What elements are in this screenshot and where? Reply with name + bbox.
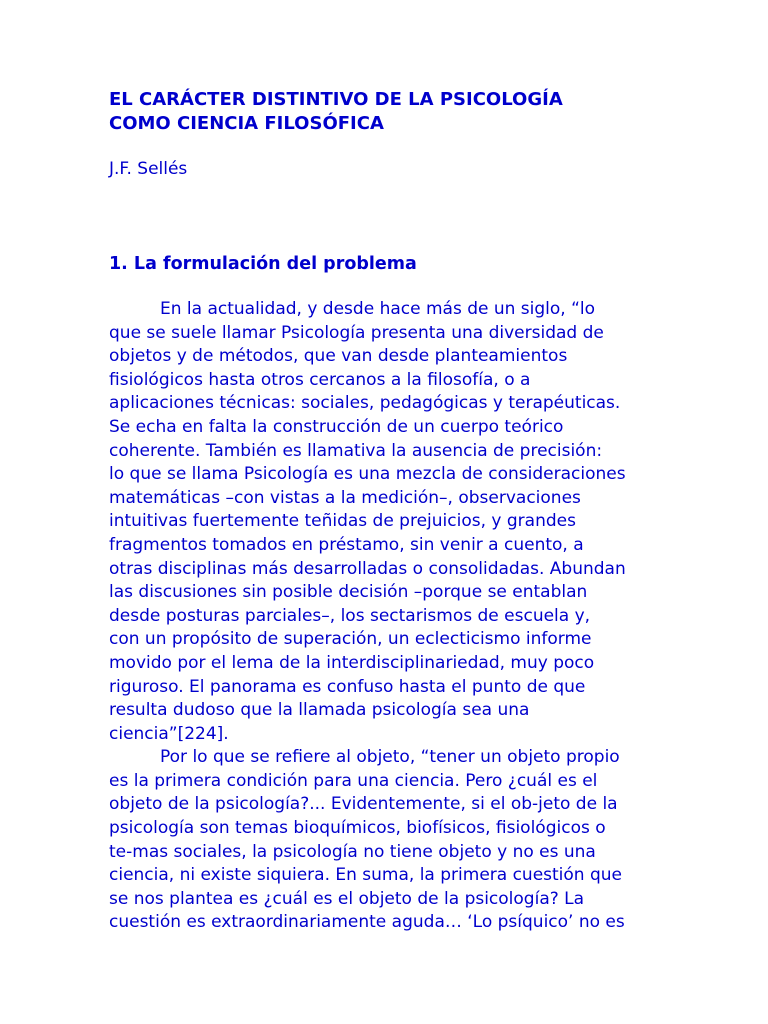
paragraph-line: matemáticas –con vistas a la medición–, observaciones	[109, 487, 581, 508]
body-text	[109, 298, 669, 935]
paragraph-line: En la actualidad, y desde hace más de un siglo, “lo	[160, 299, 596, 319]
paragraph-line: psicología son temas bioquímicos, biofísicos, fisiológicos o	[109, 818, 606, 839]
paragraph-line: desde posturas parciales–, los sectarismos de escuela y,	[109, 605, 591, 626]
document-title	[109, 88, 709, 136]
title-line: EL CARÁCTER DISTINTIVO DE LA PSICOLOGÍA	[109, 89, 563, 110]
paragraph-line: las discusiones sin posible decisión –porque se entablan	[109, 582, 588, 603]
paragraph-line: te-mas sociales, la psicología no tiene objeto y no es una	[109, 841, 596, 862]
paragraph-line: es la primera condición para una ciencia. Pero ¿cuál es el	[109, 770, 598, 791]
paragraph-line: se nos plantea es ¿cuál es el objeto de la psicología? La	[109, 888, 585, 909]
paragraph-line: intuitivas fuertemente teñidas de prejuicios, y grandes	[109, 511, 576, 532]
paragraph-line: que se suele llamar Psicología presenta una diversidad de	[109, 322, 604, 343]
title-line: COMO CIENCIA FILOSÓFICA	[109, 113, 384, 134]
author-name: J.F. Sellés	[109, 159, 188, 179]
paragraph-line: aplicaciones técnicas: sociales, pedagógicas y terapéuticas.	[109, 393, 621, 414]
paragraph-line: Se echa en falta la construcción de un cuerpo teórico	[109, 416, 564, 437]
paragraph-line: fisiológicos hasta otros cercanos a la filosofía, o a	[109, 369, 531, 390]
paragraph-line: con un propósito de superación, un eclecticismo informe	[109, 629, 592, 650]
paragraph-line: fragmentos tomados en préstamo, sin venir a cuento, a	[109, 534, 584, 555]
paragraph-line: objeto de la psicología?... Evidentemente, si el ob-jeto de la	[109, 794, 618, 815]
paragraph-line: ciencia, ni existe siquiera. En suma, la primera cuestión que	[109, 865, 623, 886]
paragraph-line: ciencia”[224].	[109, 723, 229, 744]
paragraph-line: otras disciplinas más desarrolladas o consolidadas. Abundan	[109, 558, 626, 579]
paragraph-line: lo que se llama Psicología es una mezcla de consideraciones	[109, 464, 626, 485]
paragraph-line: resulta dudoso que la llamada psicología sea una	[109, 700, 530, 721]
paragraph-line: objetos y de métodos, que van desde planteamientos	[109, 346, 568, 367]
paragraph-line: Por lo que se refiere al objeto, “tener un objeto propio	[160, 747, 620, 768]
section-heading: 1. La formulación del problema	[109, 254, 417, 274]
paragraph-line: coherente. También es llamativa la ausencia de precisión:	[109, 440, 603, 461]
paragraph-line: cuestión es extraordinariamente aguda… ‘Lo psíquico’ no es	[109, 912, 625, 933]
paragraph-line: movido por el lema de la interdisciplinariedad, muy poco	[109, 652, 595, 673]
paragraph-line: riguroso. El panorama es confuso hasta el punto de que	[109, 676, 586, 697]
